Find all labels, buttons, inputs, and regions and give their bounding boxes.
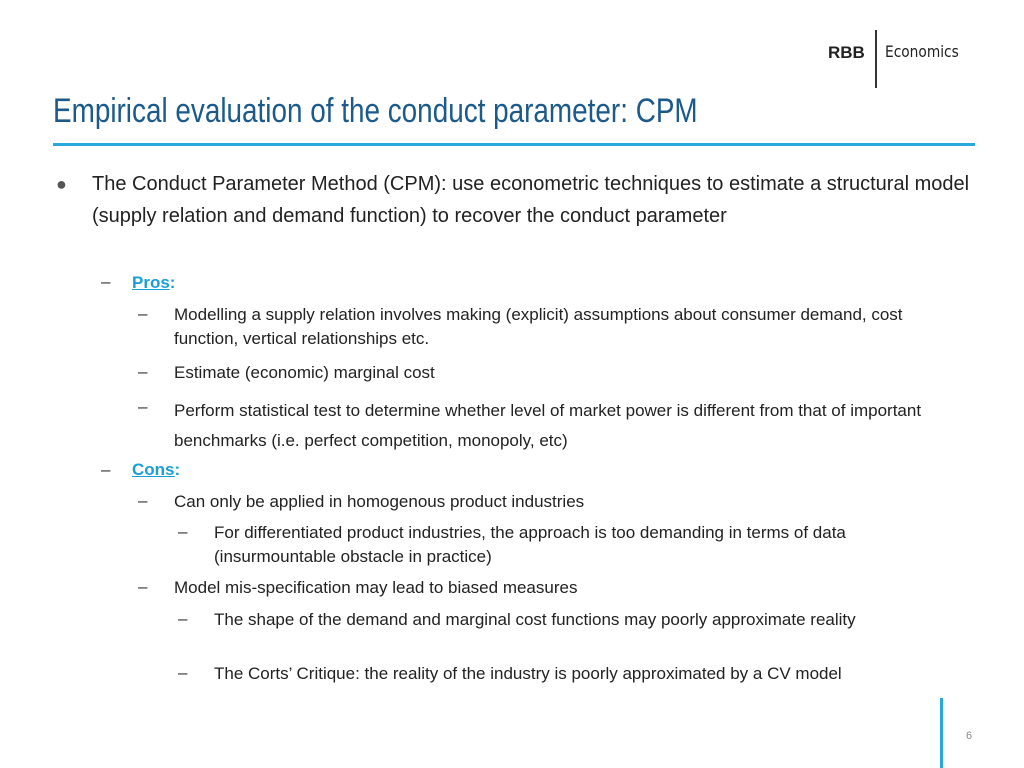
dash-icon: –: [178, 609, 188, 628]
logo-rbb-text: RBB: [828, 43, 865, 62]
pros-item: Modelling a supply relation involves making (explicit) assumptions about consumer demand, cost function, vertical relationships etc.: [174, 305, 903, 348]
dash-icon: –: [138, 577, 148, 596]
logo-divider: [875, 30, 877, 88]
dash-icon: –: [178, 522, 188, 541]
dash-icon: –: [138, 397, 148, 416]
slide-title: Empirical evaluation of the conduct parameter: CPM: [53, 92, 698, 130]
cons-colon: :: [174, 460, 181, 479]
title-rule: [53, 143, 975, 146]
cons-heading: [132, 460, 180, 480]
dash-icon: –: [138, 362, 148, 381]
pros-item: Estimate (economic) marginal cost: [174, 363, 435, 382]
dash-icon: –: [101, 272, 111, 291]
dash-icon: –: [178, 663, 188, 682]
cons-label: Cons: [132, 460, 175, 479]
footer-accent-bar: [940, 698, 943, 768]
pros-item: Perform statistical test to determine whether level of market power is different from that of important benchmarks (i.e. perfect competition, monopoly, etc): [174, 401, 922, 450]
cons-item: Model mis-specification may lead to biased measures: [174, 578, 578, 597]
cons-subitem: The Corts’ Critique: the reality of the industry is poorly approximated by a CV model: [214, 664, 842, 683]
pros-label: Pros: [132, 273, 170, 292]
dash-icon: –: [138, 491, 148, 510]
pros-colon: :: [169, 273, 176, 292]
dash-icon: –: [101, 460, 111, 479]
cons-subitem: For differentiated product industries, the approach is too demanding in terms of data (insurmountable obstacle in practice): [214, 523, 846, 566]
cons-subitem: The shape of the demand and marginal cost functions may poorly approximate reality: [214, 610, 856, 629]
logo-economics-text: Economics: [885, 42, 959, 61]
pros-heading: [132, 273, 175, 293]
cons-item: Can only be applied in homogenous product industries: [174, 492, 585, 511]
rbb-economics-logo: [828, 30, 978, 88]
bullet-icon: ●: [56, 174, 67, 194]
dash-icon: –: [138, 304, 148, 323]
page-number: 6: [966, 730, 973, 742]
main-bullet-text: The Conduct Parameter Method (CPM): use econometric techniques to estimate a structural model (supply relation and demand function) to recover the conduct parameter: [92, 173, 970, 227]
